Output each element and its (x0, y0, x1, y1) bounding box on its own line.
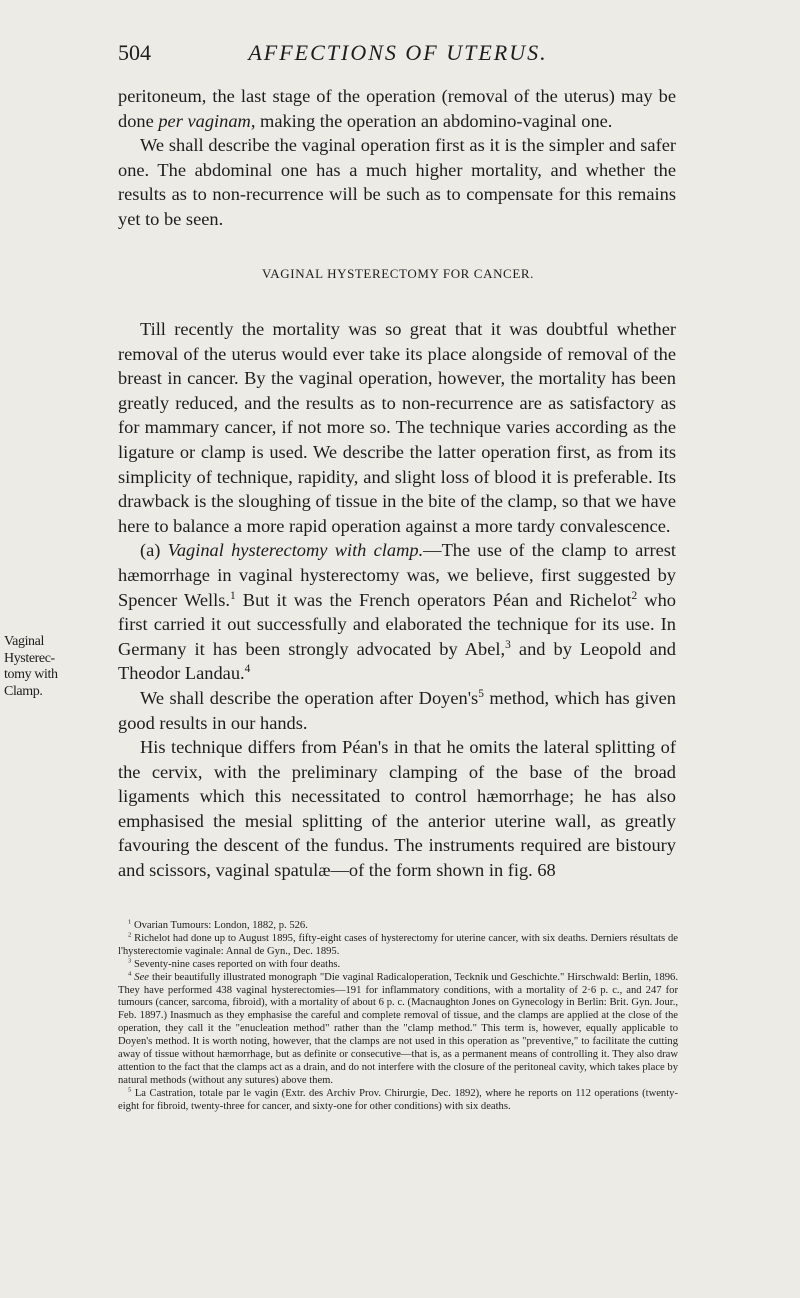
subsection-label: (a) (140, 540, 168, 561)
section-p2-text-b: But it was the French operators Péan and Richelot (235, 589, 632, 610)
footnote-text: Richelot had done up to August 1895, fifty-eight cases of hysterectomy for uterine cancer, with six deaths. Derniers résultats de l'hysterectomie vaginale: Annal de Gyn., Dec. 1895. (118, 932, 678, 957)
margin-note-line: Vaginal (4, 634, 44, 649)
margin-note-line: Hysterec- (4, 650, 55, 666)
footnote-ref-1[interactable]: 1 (230, 589, 236, 602)
intro-p1-text-a: peritoneum, the last stage of the operation (removal of the uterus) may be done (118, 86, 676, 131)
footnote-4 (118, 972, 678, 1088)
footnote-see: See (134, 971, 149, 983)
running-title: AFFECTIONS OF UTERUS. (248, 40, 548, 65)
page-number: 504 (118, 40, 151, 65)
section-body (118, 317, 676, 883)
footnote-3 (118, 959, 678, 972)
section-paragraph-1: Till recently the mortality was so great that it was doubtful whether removal of the uterus would ever take its place alongside of removal of the breast in cancer. By the vaginal operation, however, the mortality has been greatly reduced, and the results as to non-recurrence are as satisfactory as for mammary cancer, if not more so. The technique varies according as the ligature or clamp is used. We describe the latter operation first, as from its simplicity of technique, rapidity, and slight loss of blood it is preferable. Its drawback is the sloughing of tissue in the bite of the clamp, so that we have here to balance a more rapid operation against a more tardy convalescence. (118, 319, 676, 536)
footnote-text: their beautifully illustrated monograph "Die vaginal Radicaloperation, Tecknik und Geschichte." Hirschwald: Berlin, 1896. They have performed 438 vaginal hysterectomies—191 for inflammatory conditions, with a mortality of 2·6 p. c., and 247 for tumours (cancer, sarcoma, fibroid), with a mortality of about 6 p. c. (Macnaughton Jones on Gynecology in Berlin: Brit. Gyn. Jour., Feb. 1897.) Inasmuch as they emphasise the careful and complete removal of tissue, and the clamps are applied at the close of the operation, they call it the "enucleation method" rather than the "clamp method." This term is, however, equally applicable to Doyen's method. It is worth noting, however, that the clamps are not used in this operation as "preventive," to facilitate the cutting away of tissue without hæmorrhage, but as definite or consecutive—that is, as a permanent means of controlling it. They also draw attention to the fact that the clamps act as a drain, and do not interfere with the closure of the peritoneal cavity, which takes place by natural methods (without any sutures) above them. (118, 971, 679, 1086)
footnote-ref-3[interactable]: 3 (505, 638, 511, 651)
footnote-number: 1 (128, 918, 132, 926)
margin-note-line: Clamp. (4, 683, 43, 699)
footnote-ref-4[interactable]: 4 (244, 663, 251, 676)
running-head (118, 40, 678, 74)
footnote-number: 2 (128, 931, 132, 939)
intro-p1-italic: per vaginam (158, 110, 251, 131)
section-p2-text-a: —The use of the clamp to arrest hæmorrhage in vaginal hysterectomy was, we believe, first suggested by Spencer Wells. (118, 540, 677, 610)
footnote-2 (118, 933, 678, 959)
section-paragraph-3 (118, 686, 676, 735)
subsection-heading: Vaginal hysterectomy with clamp. (167, 540, 424, 561)
footnote-ref-5[interactable]: 5 (478, 687, 484, 700)
intro-p1-text-b: , making the operation an abdomino-vaginal one. (250, 110, 613, 131)
intro-paragraph-1 (118, 84, 676, 133)
margin-note-line: tomy with (4, 667, 58, 683)
footnote-text: Seventy-nine cases reported on with four deaths. (133, 958, 341, 970)
footnote-number: 5 (128, 1086, 132, 1094)
footnote-5 (118, 1088, 678, 1114)
section-p3-text-b: method, which has given good results in our hands. (118, 687, 676, 733)
footnote-1 (118, 920, 678, 933)
footnote-ref-2[interactable]: 2 (631, 589, 638, 602)
footnotes (118, 920, 678, 1114)
footnote-text: La Castration, totale par le vagin (Extr. des Archiv Prov. Chirurgie, Dec. 1892), where he reports on 112 operations (twenty-eight for fibroid, twenty-three for cancer, and sixty-one for other conditions) with six deaths. (118, 1087, 678, 1112)
section-paragraph-4: His technique differs from Péan's in that he omits the lateral splitting of the cervix, with the preliminary clamping of the base of the broad ligaments which this necessitated to control hæmorrhage; he has also emphasised the mesial splitting of the anterior uterine wall, as greatly favouring the descent of the fundus. The instruments required are bistoury and scissors, vaginal spatulæ—of the form shown in fig. 68 (118, 737, 676, 881)
intro-paragraph-2: We shall describe the vaginal operation first as it is the simpler and safer one. The abdominal one has a much higher mortality, and whether the results as to non-recurrence will be such as to compensate for this remains yet to be seen. (118, 135, 676, 229)
section-p2-text-d: and by Leopold and Theodor Landau. (118, 638, 676, 684)
footnote-number: 4 (128, 970, 132, 978)
intro-text (118, 84, 676, 232)
section-p3-text-a: We shall describe the operation after Doyen's (140, 687, 479, 708)
footnote-number: 3 (128, 957, 132, 965)
margin-note (4, 634, 110, 700)
section-p2-text-c: who first carried it out successfully and elaborated the technique for its use. In Germany it has been strongly advocated by Abel, (118, 589, 676, 659)
footnote-text: Ovarian Tumours: London, 1882, p. 526. (133, 920, 308, 931)
section-paragraph-2 (118, 538, 676, 686)
section-title: VAGINAL HYSTERECTOMY FOR CANCER. (261, 266, 534, 281)
